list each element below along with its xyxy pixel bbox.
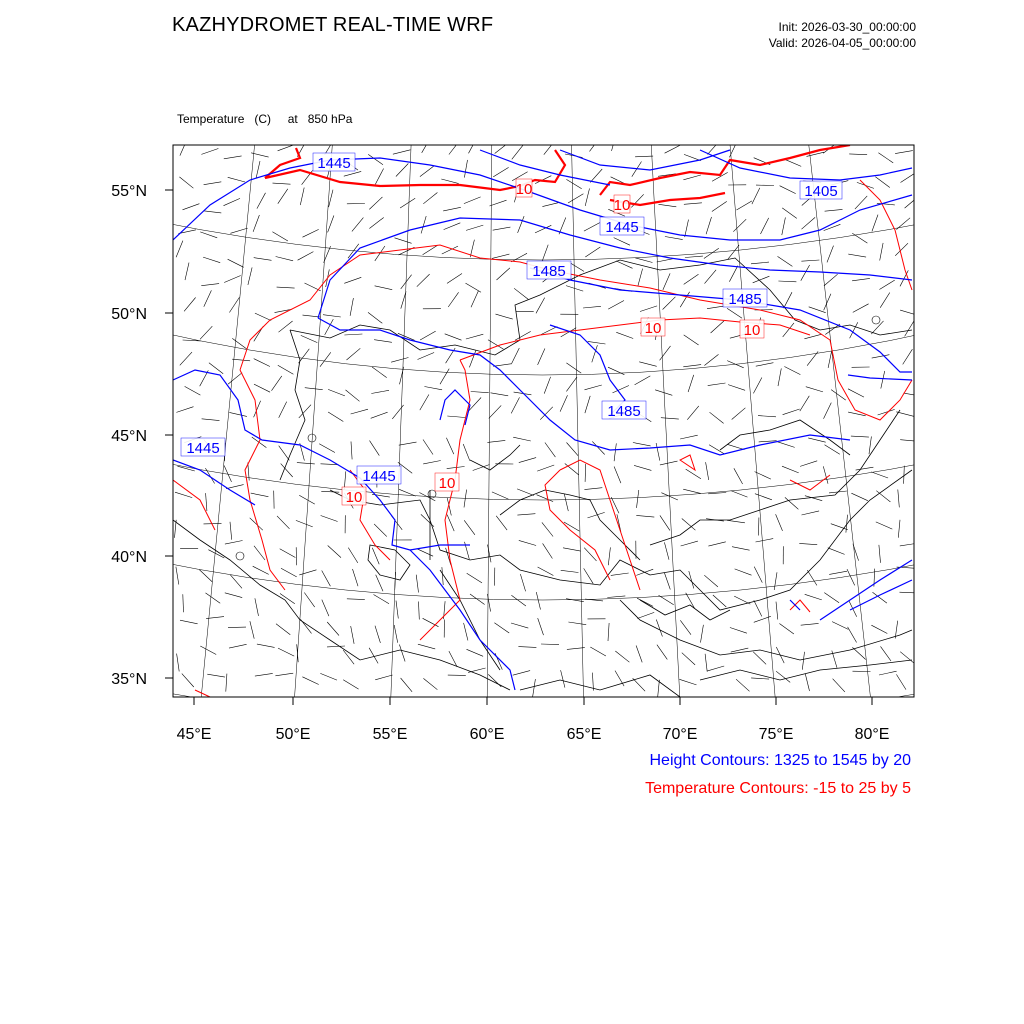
lon-label: 70°E bbox=[662, 726, 698, 743]
lat-label: 35°N bbox=[111, 671, 147, 688]
height-label-text: 1445 bbox=[317, 155, 351, 172]
temperature-contour-legend: Temperature Contours: -15 to 25 by 5 bbox=[645, 780, 911, 797]
height-label bbox=[600, 217, 644, 236]
lon-label: 60°E bbox=[469, 726, 505, 743]
chart-title: KAZHYDROMET REAL-TIME WRF bbox=[172, 14, 494, 36]
height-label bbox=[800, 181, 842, 200]
height-label-text: 1485 bbox=[728, 291, 762, 308]
height-label-text: 1485 bbox=[607, 403, 641, 420]
temperature-label-text: 10 bbox=[515, 181, 533, 198]
height-label-text: 1445 bbox=[605, 219, 639, 236]
lon-label: 80°E bbox=[854, 726, 890, 743]
temperature-label bbox=[740, 320, 764, 339]
lon-label: 50°E bbox=[275, 726, 311, 743]
temperature-label-text: 10 bbox=[743, 322, 761, 339]
height-label bbox=[527, 261, 571, 280]
height-label bbox=[723, 289, 767, 308]
field-temperature: Temperature (C) at 850 hPa bbox=[177, 112, 353, 126]
temperature-label-text: 10 bbox=[644, 320, 662, 337]
lon-label: 65°E bbox=[566, 726, 602, 743]
temperature-label bbox=[641, 318, 665, 337]
temperature-label-text: 10 bbox=[345, 489, 363, 506]
temperature-label bbox=[614, 195, 631, 214]
temperature-label bbox=[516, 179, 533, 198]
lat-label: 50°N bbox=[111, 306, 147, 323]
lon-label: 75°E bbox=[758, 726, 794, 743]
lat-label: 40°N bbox=[111, 549, 147, 566]
height-label-text: 1485 bbox=[532, 263, 566, 280]
temperature-label bbox=[342, 487, 366, 506]
init-time: Init: 2026-03-30_00:00:00 bbox=[778, 20, 916, 34]
valid-time: Valid: 2026-04-05_00:00:00 bbox=[768, 36, 916, 50]
height-label bbox=[313, 153, 355, 172]
longitude-labels bbox=[177, 726, 890, 743]
height-label-text: 1405 bbox=[804, 183, 838, 200]
temperature-label bbox=[435, 473, 459, 492]
lon-label: 45°E bbox=[176, 726, 212, 743]
lat-label: 45°N bbox=[111, 428, 147, 445]
height-contour-legend: Height Contours: 1325 to 1545 by 20 bbox=[649, 752, 911, 769]
height-label bbox=[181, 438, 225, 457]
height-label bbox=[357, 466, 401, 485]
height-label-text: 1445 bbox=[362, 468, 396, 485]
temperature-label-text: 10 bbox=[438, 475, 456, 492]
latitude-labels bbox=[111, 183, 147, 688]
lat-label: 55°N bbox=[111, 183, 147, 200]
height-label bbox=[602, 401, 646, 420]
lon-label: 55°E bbox=[372, 726, 408, 743]
temperature-label-text: 10 bbox=[613, 197, 631, 214]
height-label-text: 1445 bbox=[186, 440, 220, 457]
